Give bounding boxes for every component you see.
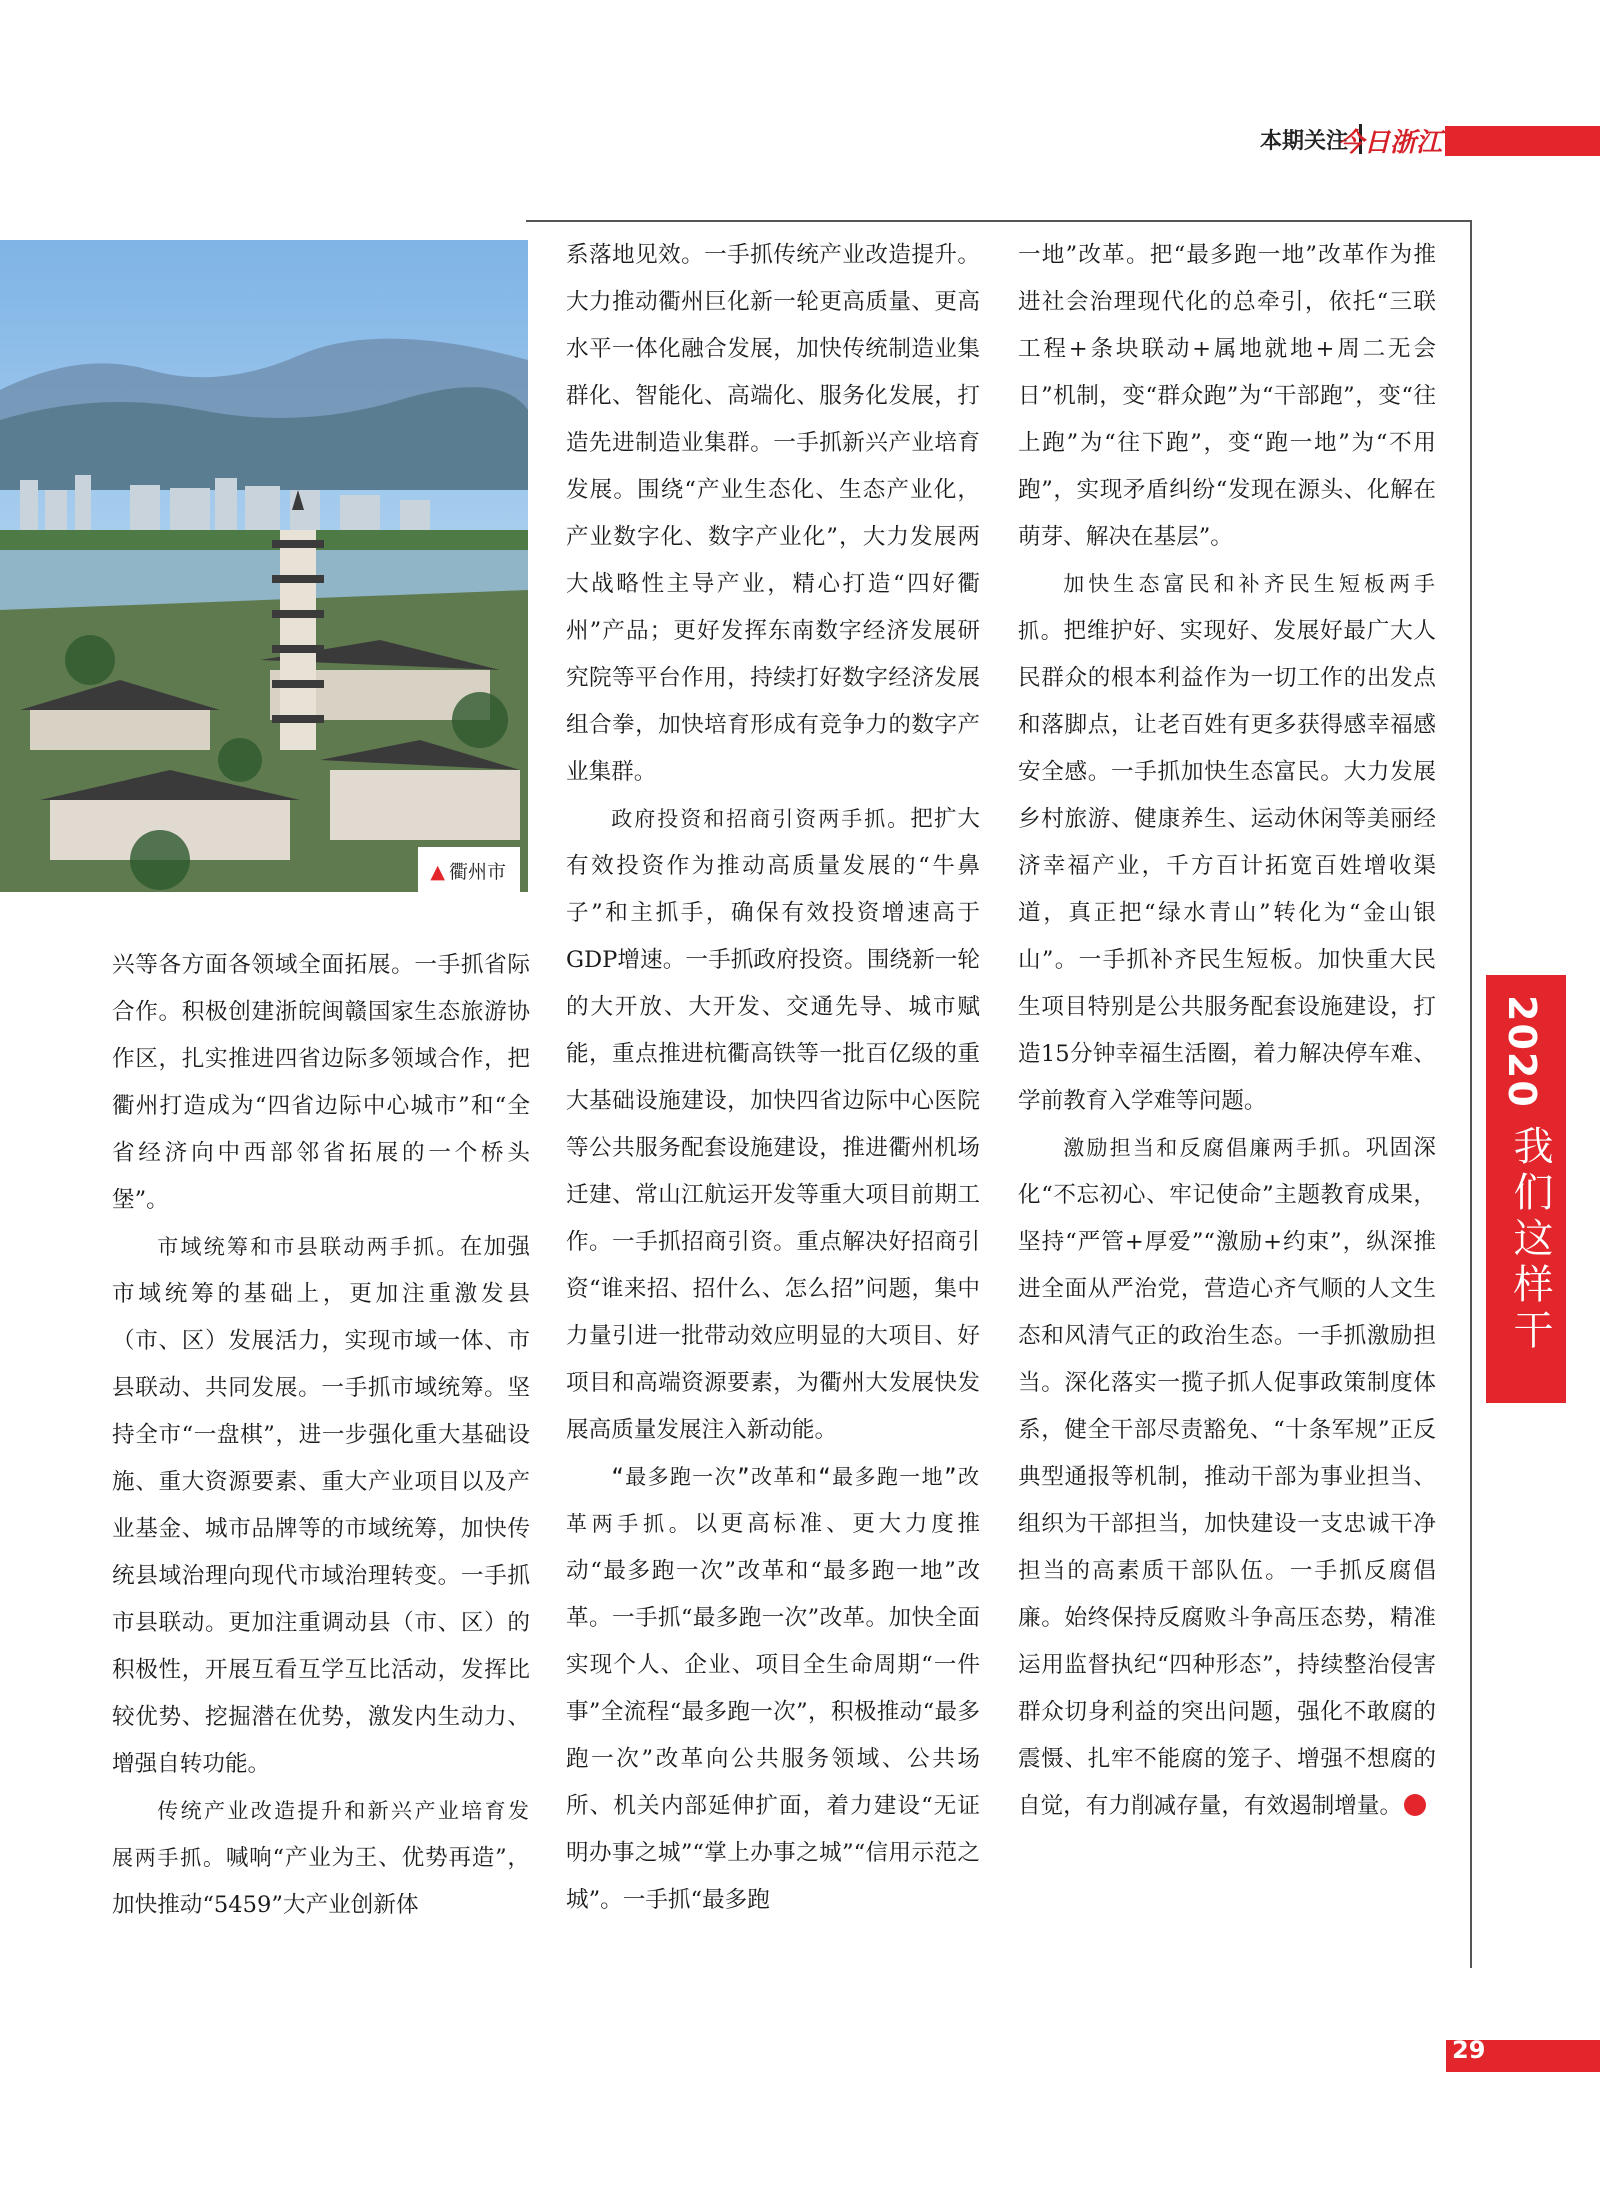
caption-triangle-icon: ▲: [430, 861, 445, 883]
col2-paragraph-2-text: 把扩大有效投资作为推动高质量发展的“牛鼻子”和主抓手，确保有效投资增速高于GDP增速。一手抓政府投资。围绕新一轮的大开放、大开发、交通先导、城市赋能，重点推进杭衢高铁等一批百亿级的重大基础设施建设，加快四省边际中心医院等公共服务配套设施建设，推进衢州机场迁建、常山江航运开发等重大项目前期工作。一手抓招商引资。重点解决好招商引资“谁来招、招什么、怎么招”问题，集中力量引进一批带动效应明显的大项目、好项目和高端资源要素，为衢州大发展快发展高质量发展注入新动能。: [566, 806, 981, 1443]
col2-paragraph-2: [566, 796, 980, 1454]
frame-right-rule: [1470, 220, 1472, 1968]
side-tab-year: 2020: [1500, 995, 1544, 1109]
col3-paragraph-3: [1018, 1125, 1436, 1830]
col1-paragraph-2-text: 在加强市域统筹的基础上，更加注重激发县（市、区）发展活力，实现市域一体、市县联动、共同发展。一手抓市域统筹。坚持全市“一盘棋”，进一步强化重大基础设施、重大资源要素、重大产业项目以及产业基金、城市品牌等的市域统筹，加快传统县域治理向现代市域治理转变。一手抓市县联动。更加注重调动县（市、区）的积极性，开展互看互学互比活动，发挥比较优势、挖掘潜在优势，激发内生动力、增强自转功能。: [112, 1234, 531, 1777]
page-header: [1180, 122, 1600, 162]
col1-paragraph-3: [112, 1788, 530, 1929]
text-column-1: [112, 942, 530, 1929]
photo-caption: [418, 847, 520, 892]
city-photo-illustration: [0, 240, 528, 892]
col3-paragraph-3-text: 巩固深化“不忘初心、牢记使命”主题教育成果，坚持“严管+厚爱”“激励+约束”，纵深推进全面从严治党，营造心齐气顺的人文生态和风清气正的政治生态。一手抓激励担当。深化落实一揽子抓人促事政策制度体系，健全干部尽责豁免、“十条军规”正反典型通报等机制，推动干部为事业担当、组织为干部担当，加快建设一支忠诚干净担当的高素质干部队伍。一手抓反腐倡廉。始终保持反腐败斗争高压态势，精准运用监督执纪“四种形态”，持续整治侵害群众切身利益的突出问题，强化不敢腐的震慑、扎牢不能腐的笼子、增强不想腐的自觉，有力削减存量，有效遏制增量。: [1018, 1135, 1437, 1819]
col2-paragraph-3-text: 以更高标准、更大力度推动“最多跑一次”改革和“最多跑一地”改革。一手抓“最多跑一次”改革。加快全面实现个人、企业、项目全生命周期“一件事”全流程“最多跑一次”，积极推动“最多跑一次”改革向公共服务领域、公共场所、机关内部延伸扩面，着力建设“无证明办事之城”“掌上办事之城”“信用示范之城”。一手抓“最多跑: [566, 1511, 981, 1913]
photo-caption-text: 衢州市: [448, 861, 506, 883]
col2-paragraph-2-lead: 政府投资和招商引资两手抓。: [611, 807, 911, 831]
col3-paragraph-3-lead: 激励担当和反腐倡廉两手抓。: [1063, 1136, 1366, 1160]
col2-paragraph-1: 系落地见效。一手抓传统产业改造提升。大力推动衢州巨化新一轮更高质量、更高水平一体化融合发展，加快传统制造业集群化、智能化、高端化、服务化发展，打造先进制造业集群。一手抓新兴产业培育发展。围绕“产业生态化、生态产业化，产业数字化、数字产业化”，大力发展两大战略性主导产业，精心打造“四好衢州”产品；更好发挥东南数字经济发展研究院等平台作用，持续打好数字经济发展组合拳，加快培育形成有竞争力的数字产业集群。: [566, 242, 980, 785]
text-column-2: [566, 232, 980, 1924]
city-photo: [0, 240, 528, 892]
col1-paragraph-1: 兴等各方面各领域全面拓展。一手抓省际合作。积极创建浙皖闽赣国家生态旅游协作区，扎实推进四省边际多领域合作，把衢州打造成为“四省边际中心城市”和“全省经济向中西部邻省拓展的一个桥头堡”。: [112, 952, 530, 1213]
col1-paragraph-3-lead: 传统产业改造提升和新兴产业培育发展两手抓。: [112, 1799, 530, 1870]
col3-paragraph-2: [1018, 561, 1436, 1125]
side-tab-slogan: 我们这样干: [1507, 1125, 1553, 1355]
col1-paragraph-3-text: 喊响“产业为王、优势再造”，加快推动“5459”大产业创新体: [112, 1845, 530, 1918]
col2-paragraph-3: [566, 1454, 980, 1924]
side-tab: [1486, 975, 1566, 1403]
article-end-icon: [1404, 1794, 1426, 1816]
magazine-logo: 今日浙江: [1337, 128, 1442, 158]
col1-paragraph-2: [112, 1224, 530, 1788]
col3-paragraph-1: 一地”改革。把“最多跑一地”改革作为推进社会治理现代化的总牵引，依托“三联工程+条块联动+属地就地+周二无会日”机制，变“群众跑”为“干部跑”，变“往上跑”为“往下跑”，变“跑一地”为“不用跑”，实现矛盾纠纷“发现在源头、化解在萌芽、解决在基层”。: [1018, 242, 1436, 550]
page-number: 29: [1452, 2036, 1486, 2064]
frame-top-rule: [526, 220, 1472, 222]
col1-paragraph-2-lead: 市域统筹和市县联动两手抓。: [157, 1235, 460, 1259]
col2-paragraph-3-lead: “最多跑一次”改革和“最多跑一地”改革两手抓。: [566, 1465, 980, 1536]
section-title: 本期关注: [1259, 129, 1348, 154]
col3-paragraph-2-text: 把维护好、实现好、发展好最广大人民群众的根本利益作为一切工作的出发点和落脚点，让老百姓有更多获得感幸福感安全感。一手抓加快生态富民。大力发展乡村旅游、健康养生、运动休闲等美丽经济幸福产业，千方百计拓宽百姓增收渠道，真正把“绿水青山”转化为“金山银山”。一手抓补齐民生短板。加快重大民生项目特别是公共服务配套设施建设，打造15分钟幸福生活圈，着力解决停车难、学前教育入学难等问题。: [1018, 618, 1437, 1114]
col3-paragraph-2-lead: 加快生态富民和补齐民生短板两手抓。: [1018, 572, 1436, 643]
header-red-bar: [1445, 126, 1600, 156]
text-column-3: [1018, 232, 1436, 1830]
